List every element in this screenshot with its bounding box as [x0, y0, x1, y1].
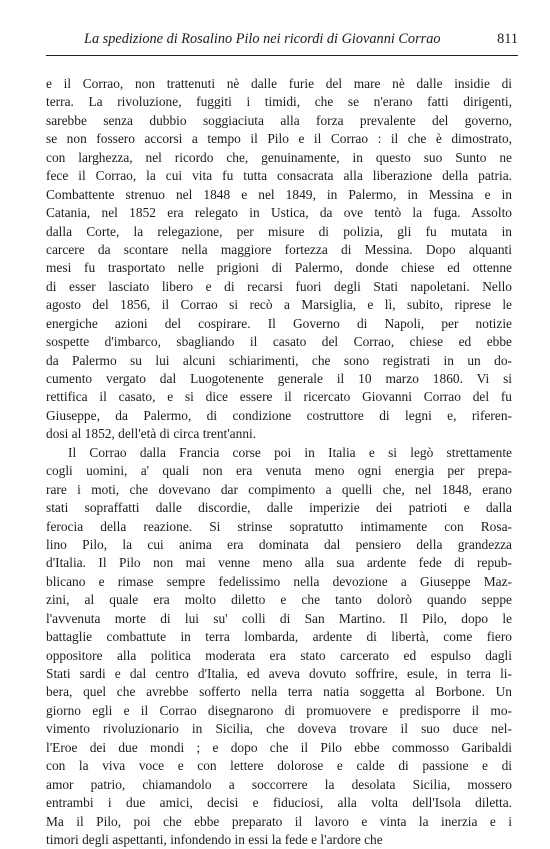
- text-line: giorno egli e il Corrao disegnarono di promuovere e predisporre il mo-: [46, 702, 512, 718]
- text-line: d'Italia. Il Pilo non mai venne meno alla sua ardente fede di repub-: [46, 555, 512, 571]
- text-line: rettifica il casato, e si dice essere il ricercato Giovanni Corrao del fu: [46, 389, 512, 405]
- text-line: amor patrio, chiamandolo a soccorrere la desolata Sicilia, mossero: [46, 776, 512, 792]
- text-line: carcere da scontare nella maggiore fortezza di Messina. Dopo alquanti: [46, 241, 512, 257]
- text-line: da Palermo su lui alcuni schiarimenti, che sono registrati in un do-: [46, 352, 512, 368]
- header-rule: [46, 55, 518, 56]
- text-line: agosto del 1856, il Corrao si recò a Marsiglia, e lì, subito, riprese le: [46, 297, 512, 313]
- text-line: cogli uomini, a' quali non era venuta meno ogni energia per prepa-: [46, 463, 512, 479]
- text-line: entrambi i due amici, decisi e fiduciosi, alla volta dell'Isola diletta.: [46, 795, 512, 811]
- text-line: Stati sardi e dal centro d'Italia, ed aveva dovuto soffrire, esule, in terra li-: [46, 666, 512, 681]
- text-line: dalla Corte, la relegazione, per misure di polizia, gli fu mutata in: [46, 223, 512, 239]
- text-line: oppositore alla politica moderata era stato carcerato ed espulso dagli: [46, 647, 512, 663]
- text-line: battaglie combattute in terra lombarda, ardente di libertà, come fiero: [46, 629, 512, 645]
- text-line: bera, quel che avrebbe sofferto nella terra natia soggetta al Borbone. Un: [46, 684, 512, 700]
- text-line: zini, al quale era molto diletto e che tanto dolorò quando seppe: [46, 592, 512, 608]
- text-line: cumento vergato dal Luogotenente generale il 10 marzo 1860. Vi si: [46, 371, 512, 386]
- text-line: di esser lasciato libero e di recarsi fuori degli Stati napoletani. Nello: [46, 278, 512, 294]
- text-line: l'avvenuta morte di lui su' colli di San Martino. Il Pilo, dopo le: [46, 610, 512, 626]
- text-line: timori degli aspettanti, infondendo in essi la fede e l'ardore che: [46, 831, 383, 847]
- text-line: e il Corrao, non trattenuti nè dalle furie del mare nè dalle insidie di: [46, 76, 512, 91]
- text-line: mesi fu trasportato nelle prigioni di Palermo, donde chiese ed ottenne: [46, 260, 512, 276]
- text-line: dosi al 1852, dell'età di circa trent'anni.: [46, 426, 257, 442]
- text-line: fece il Corrao, la cui vita fu tutta consacrata alla liberazione della patria.: [46, 168, 512, 184]
- text-line: Catania, nel 1852 era relegato in Ustica, da ove tentò la fuga. Assolto: [46, 205, 512, 221]
- text-line: blicano e rimase sempre fedelissimo nella devozione a Giuseppe Maz-: [46, 573, 512, 589]
- text-line: stati sopraffatti dalle discordie, dalle imperizie dei patrioti e dalla: [46, 500, 512, 516]
- text-line: Ma il Pilo, poi che ebbe preparato il lavoro e vinta la inerzia e i: [46, 813, 512, 829]
- text-line: lino Pilo, la cui anima era dominata dal pensiero della grandezza: [46, 536, 512, 552]
- text-line: ferocia della reazione. Si strinse sopratutto intimamente con Rosa-: [46, 518, 512, 534]
- text-line: se non fossero accorsi a tempo il Pilo e il Corrao : il che è dimostrato,: [46, 131, 512, 147]
- text-line: energiche azioni del cospirare. Il Governo di Napoli, per notizie: [46, 315, 512, 331]
- text-line: vimento rivoluzionario in Sicilia, che doveva trovare il suo duce nel-: [46, 721, 512, 737]
- running-title: La spedizione di Rosalino Pilo nei ricordi di Giovanni Corrao: [84, 31, 441, 47]
- text-line: con larghezza, nel ricordo che, genuinamente, in questo suo Sunto ne: [46, 149, 512, 165]
- text-line: Il Corrao dalla Francia corse poi in Italia e si legò strettamente: [68, 444, 512, 460]
- text-line: l'Eroe dei due mondi ; e dopo che il Pilo ebbe commosso Garibaldi: [46, 739, 512, 755]
- text-line: rare i moti, che dovevano dar compimento a quelli che, nel 1848, erano: [46, 481, 512, 497]
- running-header: [84, 31, 518, 48]
- body-text: [46, 75, 512, 849]
- text-line: con la viva voce e con lettere dolorose e calde di passione e di: [46, 758, 512, 774]
- text-line: sarebbe senza dubbio soggiaciuta alla forza prevalente del governo,: [46, 112, 512, 128]
- text-line: Giuseppe, da Palermo, di condizione costruttore di legni e, riferen-: [46, 407, 512, 423]
- text-line: Combattente strenuo nel 1848 e nel 1849, in Palermo, in Messina e in: [46, 186, 512, 202]
- text-line: terra. La rivoluzione, fuggiti i timidi, che se n'erano fatti dirigenti,: [46, 94, 512, 110]
- page-number: 811: [497, 31, 518, 47]
- text-line: sospette d'imbarco, sbagliando il casato del Corrao, chiese ed ebbe: [46, 334, 512, 350]
